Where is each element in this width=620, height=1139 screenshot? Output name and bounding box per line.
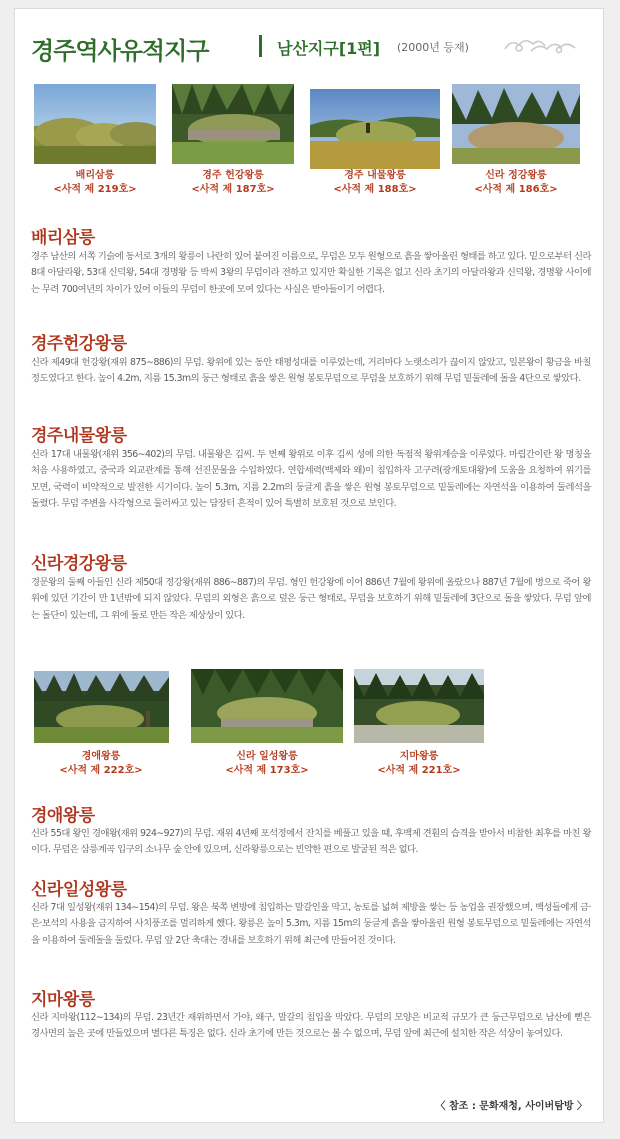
photo-baerisamneung [34,84,156,164]
section-body-heongang: 신라 제49대 헌강왕(재위 875∼886)의 무덤. 왕위에 있는 동안 태평성대를 이루었는데, 거리마다 노랫소리가 끊이지 않았고, 일본왕이 황금을 바칠 정도였다고 한다. 높이 4.2m, 지름 15.3m의 둥근 형태로 흙을 쌓은 원형 봉토무덤으로 무덤을 보호하기 위해 무덤 밑둘레에 돌을 4단으로 쌓았다. [31,357,591,385]
caption-site: <사적 제 219호> [53,184,137,195]
caption-site: <사적 제 222호> [59,765,143,776]
section-body-ilseong: 신라 7대 일성왕(재위 134∼154)의 무덤. 왕은 북쪽 변방에 침입하는 말갈인을 막고, 농토를 넓혀 제방을 쌓는 등 농업을 권장했으며, 백성들에게 금·은·보석의 사용을 금지하여 사치풍조를 멀리하게 했다. 왕릉은 높이 5.3m, 지름 15m의 둥글게 흙을 쌓아올린 원형 봉토무덤으로 밑둘레에는 자연석을 이용하여 둘레돌을 둘렀다. 무덤 앞 2단 축대는 경내를 보호하기 위해 최근에 만들어진 것이다. [31,902,591,946]
content-panel [14,8,604,1123]
source-reference: 〈 참조 : 문화재청, 사이버탐방 〉 [435,1101,587,1112]
section-body-baerisamneung: 경주 남산의 서쪽 기슭에 동서로 3개의 왕릉이 나란히 있어 붙여진 이름으로, 무덤은 모두 원형으로 흙을 쌓아올린 형태를 하고 있다. 밑으로부터 신라 8대 아달라왕, 53대 신덕왕, 54대 경명왕 등 박씨 3왕의 무덤이라 전하고 있지만 확실한 기록은 없고 신라 초기의 아달라왕과 신덕왕, 경명왕 사이에는 무려 700여년의 차이가 있어 이들의 무덤이 한곳에 모여 있다는 사실은 받아들이기 어렵다. [31,251,591,295]
caption-site: <사적 제 187호> [191,184,275,195]
caption-site: <사적 제 188호> [333,184,417,195]
section-body-jima: 신라 지마왕(112∼134)의 무덤. 23년간 재위하면서 가야, 왜구, 말갈의 침입을 막았다. 무덤의 모양은 비교적 규모가 큰 둥근무덤으로 남산에 뻗은 경사면의 높은 곳에 만들었으며 별다른 특징은 없다. 신라 초기에 만든 것으로는 볼 수 없으며, 무덤 앞에 최근에 설치한 작은 석상이 놓여있다. [31,1012,591,1040]
photo-jeonggang-tomb [452,84,580,164]
photo-naemul-tomb [310,89,440,169]
caption-1-3 [300,169,450,197]
caption-name: 배리삼릉 [75,170,115,181]
caption-name: 경애왕릉 [81,751,121,762]
caption-name: 지마왕릉 [399,751,439,762]
caption-1-1 [20,169,170,197]
page-title: 경주역사유적지구 [31,37,209,65]
caption-2-2 [192,750,342,778]
photo-gyeongae-tomb [34,671,169,743]
section-title-ilseong: 신라일성왕릉 [31,880,127,900]
caption-site: <사적 제 221호> [377,765,461,776]
caption-name: 신라 정강왕릉 [485,170,547,181]
page-subtitle: 남산지구[1편] [277,39,381,58]
section-title-baerisamneung: 배리삼릉 [31,228,95,248]
caption-site: <사적 제 186호> [474,184,558,195]
cloud-ornament-icon [501,35,581,57]
caption-site: <사적 제 173호> [225,765,309,776]
caption-2-1 [26,750,176,778]
section-title-naemul: 경주내물왕릉 [31,426,127,446]
caption-name: 경주 내물왕릉 [344,170,406,181]
section-body-gyeongae: 신라 55대 왕인 경애왕(재위 924∼927)의 무덤. 재위 4년째 포석정에서 잔치를 베풀고 있을 때, 후백제 견훤의 습격을 받아서 비참한 최후를 마친 왕이다. 무덤은 삼릉계곡 입구의 소나무 숲 안에 있으며, 신라왕릉으로는 빈약한 편으로 발굴된 적은 없다. [31,828,591,856]
caption-2-3 [344,750,494,778]
section-body-jeonggang: 경문왕의 둘째 아들인 신라 제50대 정강왕(재위 886∼887)의 무덤. 형인 헌강왕에 이어 886년 7월에 왕위에 올랐으나 887년 7월에 병으로 죽어 왕위에 있던 기간이 만 1년밖에 되지 않았다. 무덤의 외형은 흙으로 덮은 둥근 형태로, 무덤을 보호하기 위해 밑둘레에 3단으로 돌을 쌓았다. 무덤 앞에는 돌단이 있는데, 그 위에 돌로 만든 작은 제상상이 있다. [31,577,591,621]
section-title-heongang: 경주헌강왕릉 [31,334,127,354]
photo-ilseong-tomb [191,669,343,743]
section-title-jima: 지마왕릉 [31,990,95,1010]
caption-name: 경주 헌강왕릉 [202,170,264,181]
caption-1-2 [158,169,308,197]
photo-jima-tomb [354,669,484,743]
photo-heongang-tomb [172,84,294,164]
section-title-jeonggang: 신라경강왕릉 [31,554,127,574]
section-body-naemul: 신라 17대 내물왕(재위 356∼402)의 무덤. 내물왕은 김씨. 두 번째 왕위로 이후 김씨 성에 의한 독점적 왕위계승을 이루었다. 마립간이란 왕 명칭을 처음 사용하였고, 중국과 외교관계를 통해 선진문물을 수입하였다. 연합세력(백제와 왜)이 침입하자 고구려(광개토대왕)에 도움을 요청하여 위기를 모면, 국력이 비약적으로 발전한 시기이다. 높이 5.3m, 지름 2.2m의 둥글게 흙을 쌓은 원형 봉토무덤으로 밑둘레에는 자연석을 이용하여 둘레석을 돌렸다. 무덤 주변을 사각형으로 둘러싸고 있는 담장터 흔적이 있어 특별히 보호된 것으로 보인다. [31,449,591,510]
designation-year: (2000년 등재) [397,41,469,54]
title-divider [259,35,262,57]
caption-1-4 [441,169,591,197]
section-title-gyeongae: 경애왕릉 [31,806,95,826]
caption-name: 신라 일성왕릉 [236,751,298,762]
